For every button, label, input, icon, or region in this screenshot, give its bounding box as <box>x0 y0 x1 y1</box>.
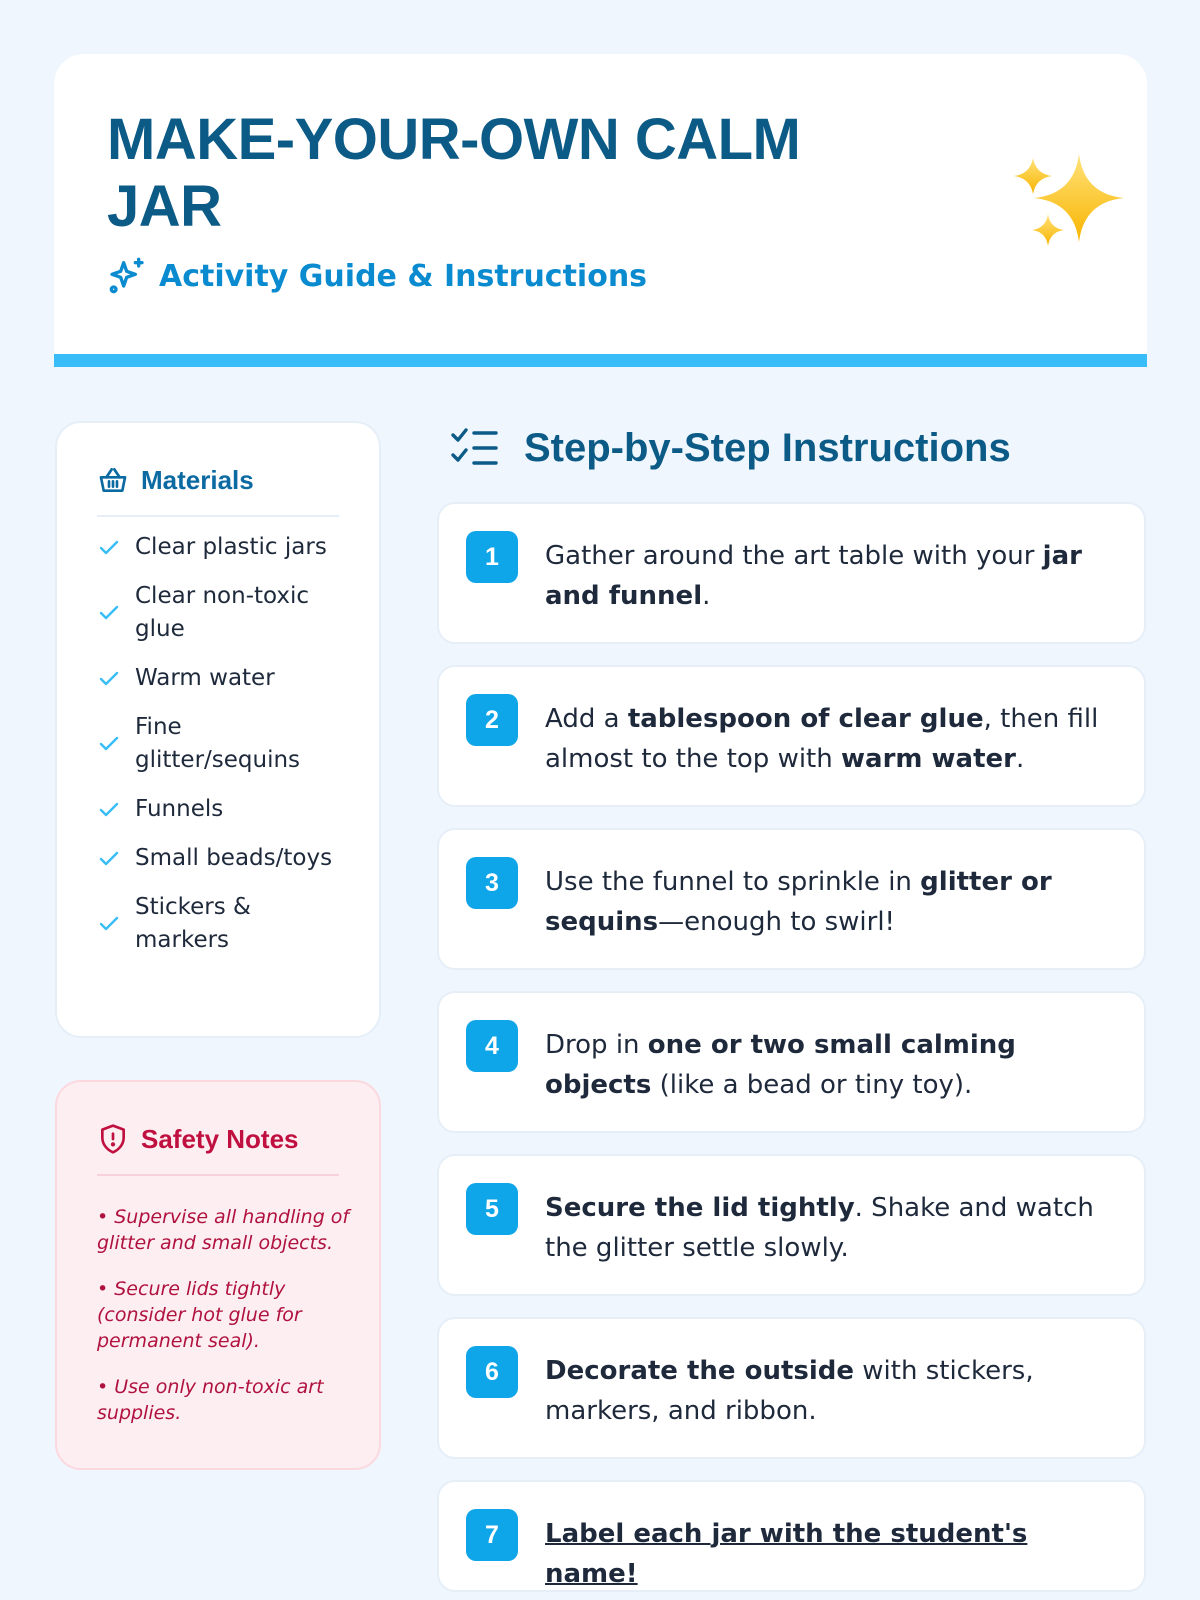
step-number: 2 <box>466 694 518 746</box>
shield-alert-icon <box>97 1123 129 1155</box>
step-number: 1 <box>466 531 518 583</box>
subtitle-row <box>107 254 647 298</box>
step-number: 5 <box>466 1183 518 1235</box>
safety-card <box>55 1080 381 1470</box>
check-icon <box>97 912 121 936</box>
check-icon <box>97 847 121 871</box>
step-number: 3 <box>466 857 518 909</box>
steps-header <box>450 418 1011 478</box>
step-card <box>437 991 1146 1133</box>
safety-heading: Safety Notes <box>141 1123 299 1154</box>
step-text-underline: Label each jar with the student's name! <box>545 1519 1028 1589</box>
list-item <box>97 793 347 826</box>
step-text: Use the funnel to sprinkle in glitter or sequins—enough to swirl! <box>545 867 1052 937</box>
material-label: Clear non-toxic glue <box>135 583 310 642</box>
step-text-emphasis: glitter or sequins <box>545 867 1052 937</box>
step-text: Add a tablespoon of clear glue, then fill almost to the top with warm water. <box>545 704 1099 774</box>
sparkles-icon <box>107 256 147 296</box>
materials-card <box>55 421 381 1038</box>
material-label: Small beads/toys <box>135 845 333 871</box>
list-item <box>97 891 347 957</box>
page-title: MAKE-YOUR-OWN CALM JAR <box>107 107 801 239</box>
check-icon <box>97 732 121 756</box>
check-icon <box>97 667 121 691</box>
step-card <box>437 1317 1146 1459</box>
step-text: Gather around the art table with your jar and funnel. <box>545 541 1082 611</box>
step-text-emphasis: warm water <box>841 744 1016 774</box>
check-icon <box>97 536 121 560</box>
step-card <box>437 1154 1146 1296</box>
materials-heading: Materials <box>141 464 254 495</box>
step-text-emphasis: tablespoon of clear glue <box>627 704 984 734</box>
step-text: Decorate the outside with stickers, markers, and ribbon. <box>545 1356 1034 1426</box>
list-item <box>97 580 347 646</box>
step-text-emphasis: one or two small calming objects <box>545 1030 1016 1100</box>
materials-header <box>97 459 339 517</box>
list-item <box>97 662 347 695</box>
material-label: Fine glitter/sequins <box>135 714 301 773</box>
basket-icon <box>97 464 129 496</box>
step-card <box>437 502 1146 644</box>
step-text-emphasis: Decorate the outside <box>545 1356 855 1386</box>
step-card <box>437 828 1146 970</box>
step-text-emphasis: jar and funnel <box>545 541 1082 611</box>
material-label: Warm water <box>135 665 275 691</box>
material-label: Clear plastic jars <box>135 534 327 560</box>
page-subtitle: Activity Guide & Instructions <box>159 258 648 294</box>
check-icon <box>97 601 121 625</box>
safety-note: • Supervise all handling of glitter and small objects. <box>97 1206 350 1254</box>
safety-header <box>97 1118 339 1176</box>
step-text: Secure the lid tightly. Shake and watch the glitter settle slowly. <box>545 1193 1094 1263</box>
material-label: Stickers & markers <box>135 894 251 953</box>
material-label: Funnels <box>135 796 224 822</box>
step-text: Drop in one or two small calming objects (like a bead or tiny toy). <box>545 1030 1016 1100</box>
check-icon <box>97 798 121 822</box>
list-item <box>97 842 347 875</box>
header-card <box>54 54 1147 367</box>
safety-note: • Use only non-toxic art supplies. <box>97 1376 324 1424</box>
step-card <box>437 1480 1146 1592</box>
step-number: 7 <box>466 1509 518 1561</box>
step-number: 6 <box>466 1346 518 1398</box>
list-item <box>97 531 347 564</box>
step-text-emphasis: Secure the lid tightly <box>545 1193 855 1223</box>
step-card <box>437 665 1146 807</box>
list-item <box>97 711 347 777</box>
safety-list <box>97 1204 357 1446</box>
sparkles-decoration-icon <box>974 146 1144 276</box>
step-number: 4 <box>466 1020 518 1072</box>
checklist-icon <box>450 425 500 471</box>
step-text <box>545 1514 1124 1594</box>
safety-note: • Secure lids tightly (consider hot glue for permanent seal). <box>97 1278 302 1352</box>
materials-list <box>97 531 347 973</box>
steps-heading: Step-by-Step Instructions <box>524 425 1011 470</box>
